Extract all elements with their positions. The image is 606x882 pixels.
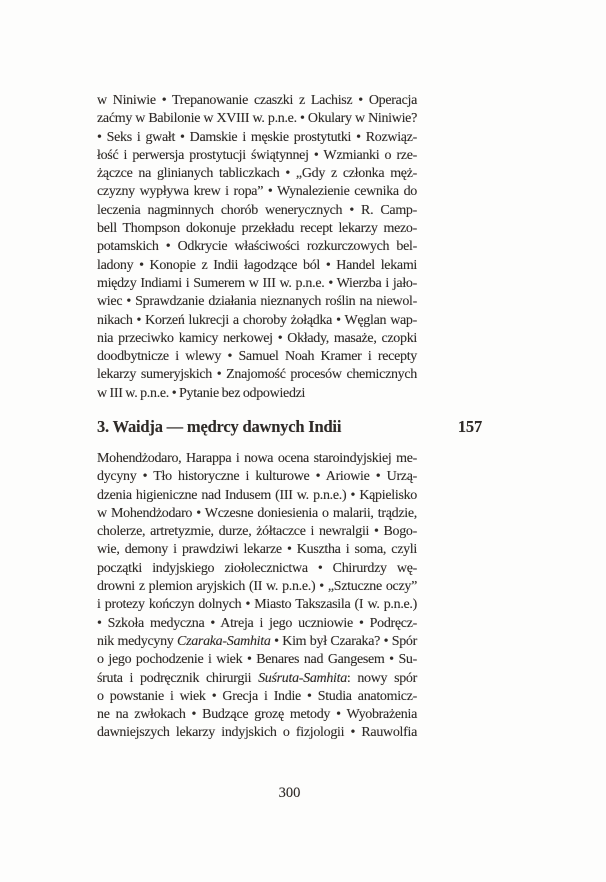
book-title-italic: Suśruta-Samhita (258, 670, 347, 686)
toc-summary-line: ladony • Konopie z Indii łagodzące ból • Handel lekami (97, 257, 417, 273)
toc-summary-line: między Indiami i Sumerem w III w. p.n.e. • Wierzba i jało- (97, 275, 417, 291)
summary-line-text: • Szkoła medyczna • Atreja i jego uczniowie • Podręcz- (97, 615, 417, 631)
toc-summary-line: nikach • Korzeń lukrecji a choroby żołądka • Węglan wap- (97, 312, 417, 328)
toc-continuation-paragraph (97, 92, 417, 403)
toc-summary-line: zaćmy w Babilonie w XVIII w. p.n.e. • Okulary w Niniwie? (97, 111, 417, 127)
toc-summary-line: w III w. p.n.e. • Pytanie bez odpowiedzi (97, 385, 306, 401)
toc-summary-line (97, 505, 417, 523)
toc-summary-line: w Niniwie • Trepanowanie czaszki z Lachisz • Operacja (97, 93, 417, 108)
toc-summary-line (97, 596, 417, 614)
summary-line-text: cholerze, artretyzmie, durze, żółtaczce i newralgii • Bogo- (97, 524, 417, 540)
summary-line-text: • Kim był Czaraka? • Spór (270, 633, 417, 649)
toc-summary-line (97, 523, 417, 541)
toc-summary-line (97, 670, 417, 688)
toc-summary-line: nia przeciwko kamicy nerkowej • Okłady, masaże, czopki (97, 330, 417, 346)
summary-line-text: : nowy spór (346, 670, 417, 686)
section-summary-paragraph (97, 450, 417, 743)
toc-summary-line: potamskich • Odkrycie właściwości rozkurczowych bel- (97, 239, 417, 255)
toc-summary-line: żączce na glinianych tabliczkach • „Gdy z członka męż- (97, 166, 417, 182)
summary-line-text: o powstanie i wiek • Grecja i Indie • Studia anatomicz- (97, 688, 417, 704)
toc-summary-line (97, 487, 417, 505)
toc-summary-line: wiec • Sprawdzanie działania nieznanych roślin na niewol- (97, 294, 417, 310)
toc-summary-line (97, 706, 417, 724)
toc-summary-line: łość i perwersja prostytucji świątynnej • Wzmianki o rze- (97, 147, 417, 163)
toc-summary-line: lekarzy sumeryjskich • Znajomość procesów chemicznych (97, 367, 417, 383)
section-heading (97, 416, 482, 438)
summary-line-text: dzenia higieniczne nad Indusem (III w. p.n.e.) • Kąpielisko (97, 487, 417, 503)
summary-line-text: drowni z plemion aryjskich (II w. p.n.e.) • „Sztuczne oczy” (97, 579, 417, 595)
toc-summary-line (97, 688, 417, 706)
summary-line-text: dawniejszych lekarzy indyjskich o fizjologii • Rauwolfia (97, 725, 417, 741)
summary-line-text: dycyny • Tło historyczne i kulturowe • Ariowie • Urzą- (97, 469, 417, 485)
toc-summary-line (97, 560, 417, 578)
toc-summary-line (97, 541, 417, 559)
toc-summary-line (97, 633, 417, 651)
summary-line-text: Mohendżodaro, Harappa i nowa ocena staroindyjskiej me- (97, 451, 417, 466)
summary-line-text: i protezy kończyn dolnych • Miasto Takszasila (I w. p.n.e.) (97, 597, 417, 613)
toc-summary-line (97, 450, 417, 468)
toc-summary-line: czyzny wypływa krew i ropa” • Wynalezienie cewnika do (97, 184, 417, 200)
summary-line-text: początki indyjskiego ziołolecznictwa • Chirurdzy wę- (97, 560, 417, 576)
toc-summary-line (97, 724, 417, 742)
summary-line-text: wie, demony i prawdziwi lekarze • Kusztha i soma, czyli (97, 542, 417, 558)
summary-line-text: śruta i podręcznik chirurgii (97, 670, 259, 686)
toc-summary-line (97, 651, 417, 669)
summary-line-text: nik medycyny (97, 633, 178, 649)
toc-summary-line: doodbytnicze i wlewy • Samuel Noah Kramer i recepty (97, 349, 417, 365)
section-page-number: 157 (457, 417, 482, 436)
toc-summary-line: leczenia nagminnych chorób wenerycznych • R. Camp- (97, 202, 417, 218)
page-number-folio: 300 (278, 785, 301, 801)
summary-line-text: o jego pochodzenie i wiek • Benares nad Gangesem • Su- (97, 652, 417, 668)
toc-summary-line (97, 468, 417, 486)
summary-line-text: w Mohendżodaro • Wczesne doniesienia o malarii, trądzie, (97, 505, 417, 521)
summary-line-text: ne na zwłokach • Budzące grozę metody • Wyobrażenia (97, 707, 417, 723)
book-title-italic: Czaraka-Samhita (177, 633, 271, 649)
toc-summary-line (97, 578, 417, 596)
section-title: 3. Waidja — mędrcy dawnych Indii (97, 417, 342, 436)
toc-summary-line: bell Thompson dokonuje przekładu recept lekarzy mezo- (97, 221, 417, 237)
toc-summary-line (97, 615, 417, 633)
toc-summary-line: • Seks i gwałt • Damskie i męskie prostytutki • Rozwiąz- (97, 129, 417, 145)
